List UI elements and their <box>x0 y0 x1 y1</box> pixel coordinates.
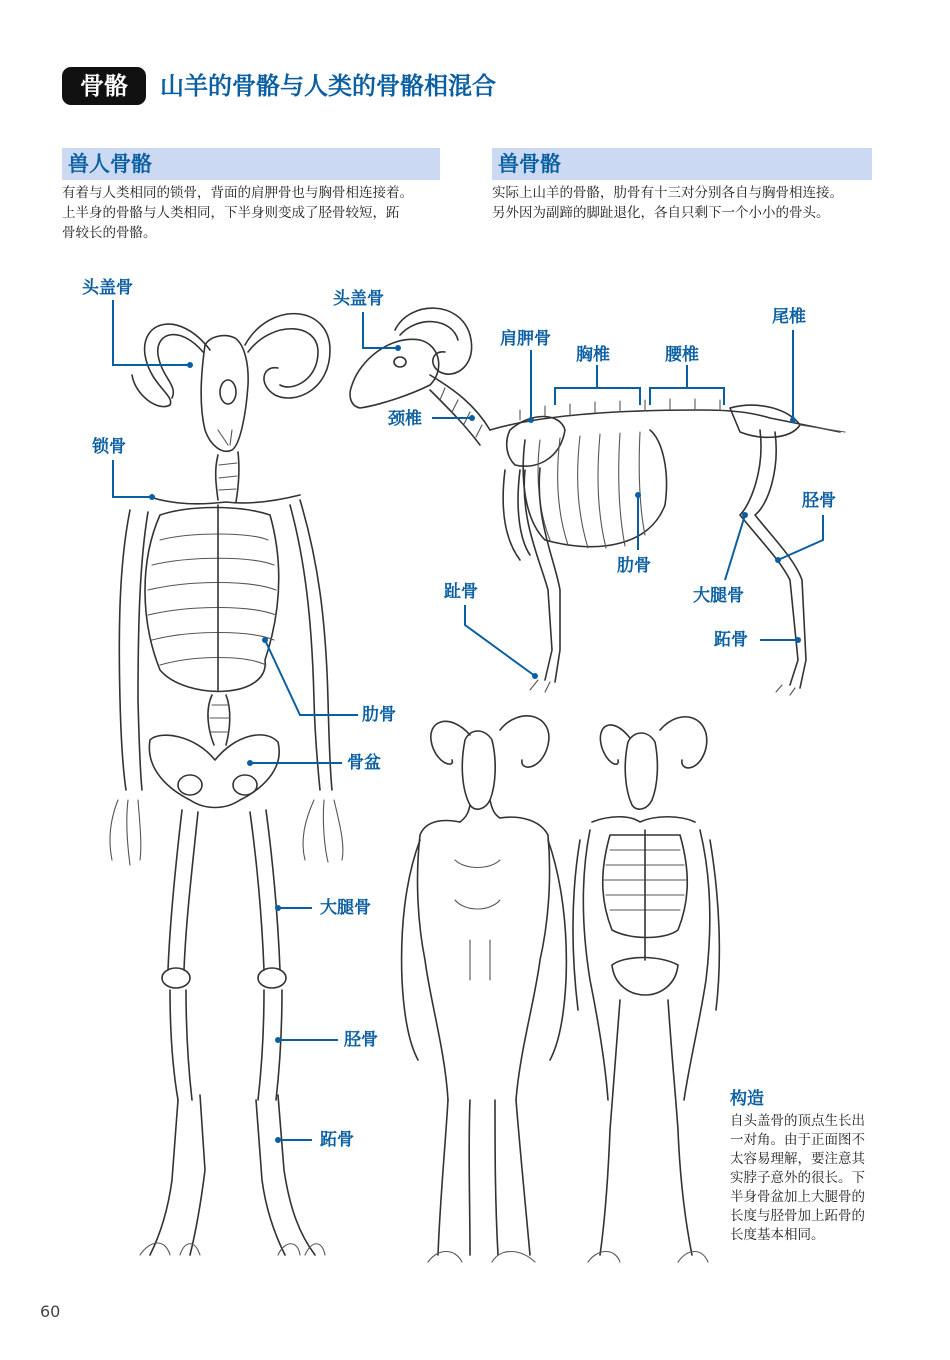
label-goat-phalanges: 趾骨 <box>444 582 478 602</box>
label-goat-metatarsal: 跖骨 <box>714 630 748 650</box>
desc-line: 另外因为副蹄的脚趾退化，各自只剩下一个小小的骨头。 <box>492 205 830 221</box>
note-line: 长度基本相同。 <box>730 1227 825 1243</box>
note-line: 太容易理解，要注意其 <box>730 1151 865 1167</box>
page-title: 山羊的骨骼与人类的骨骼相混合 <box>160 72 496 100</box>
skeleton-overlay-figure-illustration <box>573 717 719 1262</box>
label-goat-caudal: 尾椎 <box>772 307 806 327</box>
label-ribs: 肋骨 <box>362 705 396 725</box>
label-metatarsal: 跖骨 <box>320 1130 354 1150</box>
label-pelvis: 骨盆 <box>347 753 381 773</box>
label-goat-thoracic: 胸椎 <box>576 345 610 365</box>
beast-human-heading: 兽人骨骼 <box>62 148 440 180</box>
section-tag: 骨骼 <box>62 67 146 105</box>
label-goat-femur: 大腿骨 <box>693 586 744 606</box>
label-clavicle: 锁骨 <box>92 437 126 457</box>
note-title: 构造 <box>730 1089 764 1109</box>
note-line: 实脖子意外的很长。下 <box>730 1170 865 1186</box>
label-goat-skull: 头盖骨 <box>333 289 384 309</box>
desc-line: 有着与人类相同的锁骨，背面的肩胛骨也与胸骨相连接着。 <box>62 185 413 201</box>
note-body <box>730 1112 865 1245</box>
note-line: 长度与胫骨加上跖骨的 <box>730 1208 865 1224</box>
note-line: 半身骨盆加上大腿骨的 <box>730 1189 865 1205</box>
note-line: 一对角。由于正面图不 <box>730 1132 865 1148</box>
label-tibia: 胫骨 <box>344 1030 378 1050</box>
note-line: 自头盖骨的顶点生长出 <box>730 1113 865 1129</box>
label-skull: 头盖骨 <box>82 278 133 298</box>
label-goat-ribs: 肋骨 <box>617 556 651 576</box>
label-goat-lumbar: 腰椎 <box>665 345 699 365</box>
beast-heading: 兽骨骼 <box>492 148 872 180</box>
page-number: 60 <box>40 1302 61 1321</box>
desc-line: 上半身的骨骼与人类相同，下半身则变成了胫骨较短，跖 <box>62 205 400 221</box>
label-goat-scapula: 肩胛骨 <box>500 329 551 349</box>
desc-line: 实际上山羊的骨骼，肋骨有十三对分别各自与胸骨相连接。 <box>492 185 843 201</box>
label-goat-tibia: 胫骨 <box>802 491 836 511</box>
label-goat-cervical: 颈椎 <box>388 409 422 429</box>
label-femur: 大腿骨 <box>320 898 371 918</box>
beast-human-skeleton-illustration <box>110 314 343 1255</box>
desc-line: 骨较长的骨骼。 <box>62 225 157 241</box>
fleshed-figure-illustration <box>402 716 567 1262</box>
